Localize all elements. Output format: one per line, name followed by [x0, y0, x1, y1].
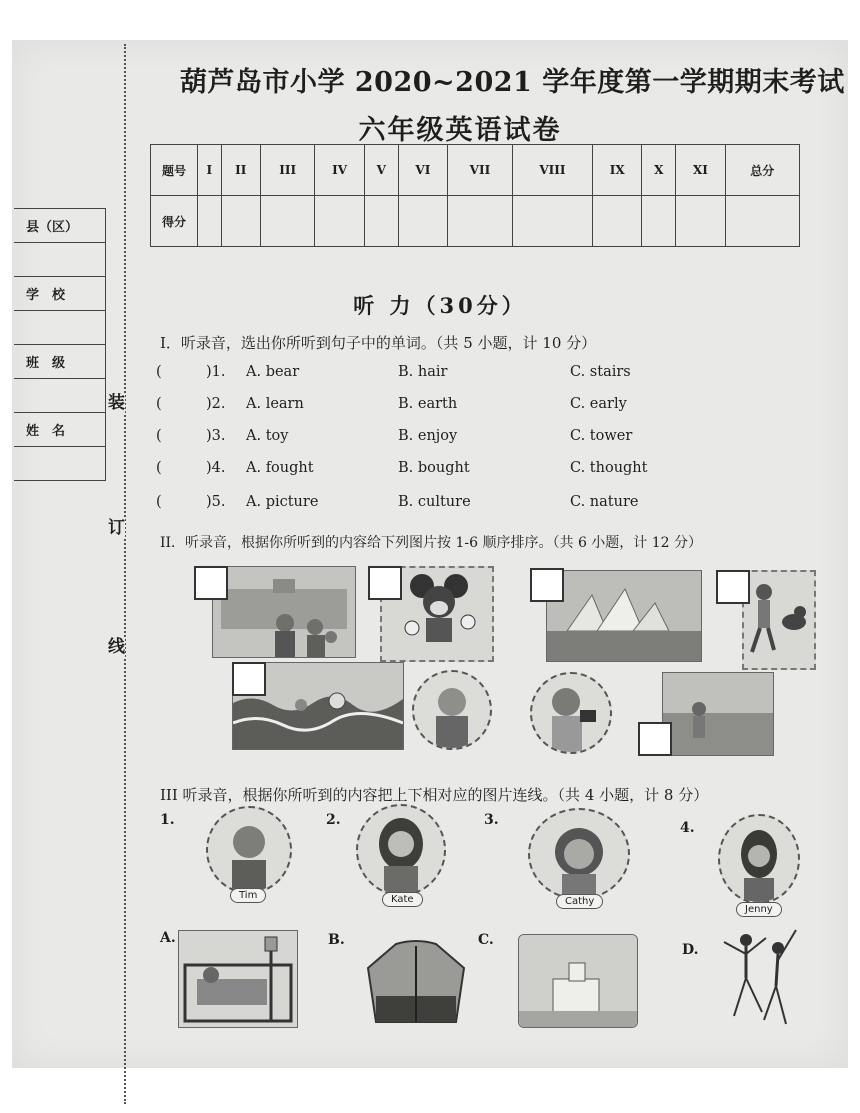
score-cell[interactable] — [642, 196, 676, 247]
county-field[interactable] — [14, 243, 106, 277]
question-number: )4. — [206, 460, 226, 476]
student-info-table — [14, 208, 106, 481]
score-col: V — [364, 145, 398, 196]
picture-opera-house — [546, 570, 702, 662]
answer-paren[interactable]: ( — [156, 428, 162, 444]
order-box-2[interactable] — [368, 566, 402, 600]
score-cell[interactable] — [448, 196, 513, 247]
county-label: 县（区） — [14, 209, 106, 243]
school-label: 学 校 — [14, 277, 106, 311]
person-index: 4. — [680, 820, 695, 836]
question-number: )2. — [206, 396, 226, 412]
part2-instruction: II．听录音，根据你所听到的内容给下列图片按 1-6 顺序排序。（共 6 小题，计 12 分） — [160, 535, 703, 551]
ballet-dancers-illustration — [716, 920, 800, 1032]
answer-paren[interactable]: ( — [156, 396, 162, 412]
score-col: X — [642, 145, 676, 196]
score-col: VII — [448, 145, 513, 196]
score-col: XI — [676, 145, 725, 196]
score-cell[interactable] — [725, 196, 799, 247]
picture-palace-family — [212, 566, 356, 658]
boy-illustration — [414, 672, 490, 748]
person-index: 3. — [484, 812, 499, 828]
portrait-tim[interactable] — [206, 806, 292, 894]
exam-subtitle: 六年级英语试卷 — [358, 115, 562, 146]
opera-house-illustration — [547, 571, 701, 661]
option-c: C. thought — [570, 460, 648, 476]
score-cell[interactable] — [315, 196, 364, 247]
question-number: )1. — [206, 364, 226, 380]
class-field[interactable] — [14, 379, 106, 413]
score-cell[interactable] — [221, 196, 260, 247]
portrait-cathy[interactable] — [528, 808, 630, 900]
option-a: A. picture — [246, 494, 319, 510]
score-col: II — [221, 145, 260, 196]
part3-instruction: III 听录音，根据你所听到的内容把上下相对应的图片连线。（共 4 小题，计 8 分） — [160, 786, 709, 804]
binding-mark-zhuang: 装 — [108, 393, 125, 413]
picture-sandcastle[interactable] — [518, 934, 638, 1028]
picture-ballet-dancers[interactable] — [716, 920, 800, 1032]
option-c: C. early — [570, 396, 627, 412]
option-c: C. nature — [570, 494, 639, 510]
jacket-illustration — [356, 938, 476, 1026]
picture-label: D. — [682, 942, 699, 958]
option-c: C. stairs — [570, 364, 631, 380]
option-a: A. bear — [246, 364, 300, 380]
question-row — [156, 428, 756, 452]
score-cell[interactable] — [676, 196, 725, 247]
question-row — [156, 460, 756, 484]
question-row — [156, 494, 756, 518]
name-tag-kate: Kate — [382, 892, 423, 907]
picture-label: A. — [160, 930, 176, 946]
picture-hospital-bed[interactable] — [178, 930, 298, 1028]
binding-line — [124, 44, 126, 1104]
score-row-label: 得分 — [151, 196, 198, 247]
score-col: VIII — [512, 145, 592, 196]
palace-family-illustration — [213, 567, 355, 657]
score-cell[interactable] — [260, 196, 315, 247]
question-number: )5. — [206, 494, 226, 510]
exam-title: 葫芦岛市小学 2020~2021 学年度第一学期期末考试 — [180, 67, 845, 98]
order-box-1[interactable] — [194, 566, 228, 600]
score-cell[interactable] — [512, 196, 592, 247]
option-b: B. enjoy — [398, 428, 458, 444]
question-row — [156, 396, 756, 420]
picture-jacket[interactable] — [356, 938, 476, 1026]
score-col: VI — [398, 145, 447, 196]
school-field[interactable] — [14, 311, 106, 345]
score-col: I — [198, 145, 222, 196]
binding-mark-xian: 线 — [108, 637, 125, 657]
jenny-illustration — [720, 816, 798, 902]
portrait-jenny[interactable] — [718, 814, 800, 904]
name-tag-cathy: Cathy — [556, 894, 603, 909]
binding-mark-ding: 订 — [108, 518, 125, 538]
score-cell[interactable] — [364, 196, 398, 247]
person-index: 2. — [326, 812, 341, 828]
picture-girl-dog — [742, 570, 816, 670]
order-box-4[interactable] — [716, 570, 750, 604]
score-col: III — [260, 145, 315, 196]
option-a: A. toy — [246, 428, 289, 444]
name-field[interactable] — [14, 447, 106, 481]
order-box-6[interactable] — [638, 722, 672, 756]
boy-lake-illustration — [663, 673, 773, 755]
person-index: 1. — [160, 812, 175, 828]
option-b: B. bought — [398, 460, 470, 476]
score-cell[interactable] — [198, 196, 222, 247]
option-a: A. fought — [246, 460, 314, 476]
score-col-total: 总分 — [725, 145, 799, 196]
score-cell[interactable] — [593, 196, 642, 247]
hospital-bed-illustration — [179, 931, 297, 1027]
name-tag-jenny: Jenny — [736, 902, 782, 917]
option-c: C. tower — [570, 428, 633, 444]
part1-instruction: I．听录音，选出你所听到句子中的单词。（共 5 小题，计 10 分） — [160, 334, 597, 352]
score-row-header: 题号 — [151, 145, 198, 196]
question-row — [156, 364, 756, 388]
answer-paren[interactable]: ( — [156, 364, 162, 380]
girl-camera-illustration — [532, 674, 610, 752]
name-tag-tim: Tim — [230, 888, 266, 903]
sandcastle-illustration — [519, 935, 637, 1027]
kate-illustration — [358, 806, 444, 894]
girl-dog-illustration — [744, 572, 814, 668]
cathy-illustration — [530, 810, 628, 898]
option-b: B. earth — [398, 396, 458, 412]
score-col: IX — [593, 145, 642, 196]
option-a: A. learn — [246, 396, 304, 412]
picture-girl-camera — [530, 672, 612, 754]
score-col: IV — [315, 145, 364, 196]
answer-paren[interactable]: ( — [156, 494, 162, 510]
portrait-kate[interactable] — [356, 804, 446, 896]
name-label: 姓 名 — [14, 413, 106, 447]
answer-paren[interactable]: ( — [156, 460, 162, 476]
picture-label: B. — [328, 932, 345, 948]
question-number: )3. — [206, 428, 226, 444]
option-b: B. hair — [398, 364, 448, 380]
picture-boy-lake — [662, 672, 774, 756]
option-b: B. culture — [398, 494, 471, 510]
order-box-3[interactable] — [530, 568, 564, 602]
picture-boy-portrait — [412, 670, 492, 750]
score-table — [150, 144, 800, 247]
class-label: 班 级 — [14, 345, 106, 379]
tim-illustration — [208, 808, 290, 892]
order-box-5[interactable] — [232, 662, 266, 696]
listening-section-title: 听 力（30分） — [353, 293, 527, 318]
picture-label: C. — [478, 932, 494, 948]
score-cell[interactable] — [398, 196, 447, 247]
